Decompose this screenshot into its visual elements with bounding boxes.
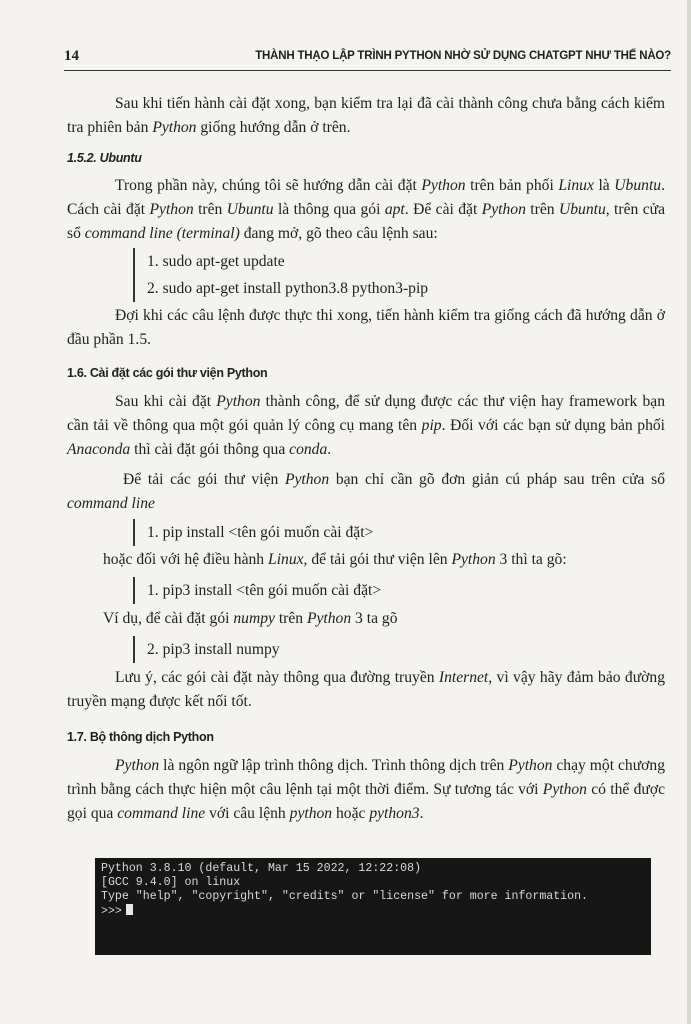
terminal-line: [GCC 9.4.0] on linux	[101, 876, 241, 889]
page-edge	[687, 0, 691, 1024]
libraries-paragraph-3: hoặc đối với hệ điều hành Linux, để tải gói thư viện lên Python 3 thì ta gõ:	[103, 551, 567, 568]
command-line: 2. sudo apt-get install python3.8 python3-pip	[147, 280, 429, 297]
command-line: 1. sudo apt-get update	[147, 253, 285, 270]
libraries-note-paragraph: Lưu ý, các gói cài đặt này thông qua đường truyền Internet, vì vậy hãy đảm bảo đường truyền mạng được kết nối tốt.	[67, 669, 665, 710]
numpy-install-command: 2. pip3 install numpy	[133, 636, 665, 663]
ubuntu-paragraph: Trong phần này, chúng tôi sẽ hướng dẫn cài đặt Python trên bản phối Linux là Ubuntu. Cách cài đặt Python trên Ubuntu là thông qua gói apt. Để cài đặt Python trên Ubuntu, trên cửa sổ command line (terminal) đang mở, gõ theo câu lệnh sau:	[67, 177, 666, 242]
terminal-prompt-line	[101, 904, 645, 919]
libraries-example-paragraph: Ví dụ, để cài đặt gói numpy trên Python 3 ta gõ	[103, 610, 398, 627]
section-heading-libraries: 1.6. Cài đặt các gói thư viện Python	[67, 366, 268, 380]
ubuntu-command-block	[133, 248, 665, 302]
interpreter-paragraph: Python là ngôn ngữ lập trình thông dịch. Trình thông dịch trên Python chạy một chương trình bằng cách thực hiện một câu lệnh tại một thời điểm. Sự tương tác với Python có thể được gọi qua command line với câu lệnh python hoặc python3.	[67, 757, 665, 822]
page-number: 14	[64, 48, 79, 64]
cursor-icon	[126, 904, 133, 915]
ubuntu-followup-paragraph: Đợi khi các câu lệnh được thực thi xong, tiến hành kiểm tra giống cách đã hướng dẫn ở đầu phần 1.5.	[67, 307, 665, 348]
python-terminal-screenshot	[95, 858, 651, 955]
libraries-paragraph-2: Để tải các gói thư viện Python bạn chỉ cần gõ đơn giản cú pháp sau trên cửa sổ command line	[67, 471, 665, 512]
pip3-install-command: 1. pip3 install <tên gói muốn cài đặt>	[133, 577, 665, 604]
page-content	[67, 92, 665, 826]
terminal-prompt: >>>	[101, 905, 122, 918]
libraries-paragraph-1: Sau khi cài đặt Python thành công, để sử dụng được các thư viện hay framework bạn cần tải về thông qua một gói quản lý công cụ mang tên pip. Đối với các bạn sử dụng bản phối Anaconda thì cài đặt gói thông qua conda.	[67, 393, 666, 458]
section-heading-ubuntu: 1.5.2. Ubuntu	[67, 151, 142, 165]
terminal-line: Type "help", "copyright", "credits" or "license" for more information.	[101, 890, 589, 903]
intro-paragraph: Sau khi tiến hành cài đặt xong, bạn kiểm tra lại đã cài thành công chưa bằng cách kiểm tra phiên bản Python giống hướng dẫn ở trên.	[67, 95, 665, 136]
pip-install-command: 1. pip install <tên gói muốn cài đặt>	[133, 519, 665, 546]
terminal-line: Python 3.8.10 (default, Mar 15 2022, 12:22:08)	[101, 862, 422, 875]
running-title: THÀNH THẠO LẬP TRÌNH PYTHON NHỜ SỬ DỤNG CHATGPT NHƯ THẾ NÀO?	[255, 50, 671, 62]
section-heading-interpreter: 1.7. Bộ thông dịch Python	[67, 730, 214, 744]
page-header	[64, 46, 671, 71]
